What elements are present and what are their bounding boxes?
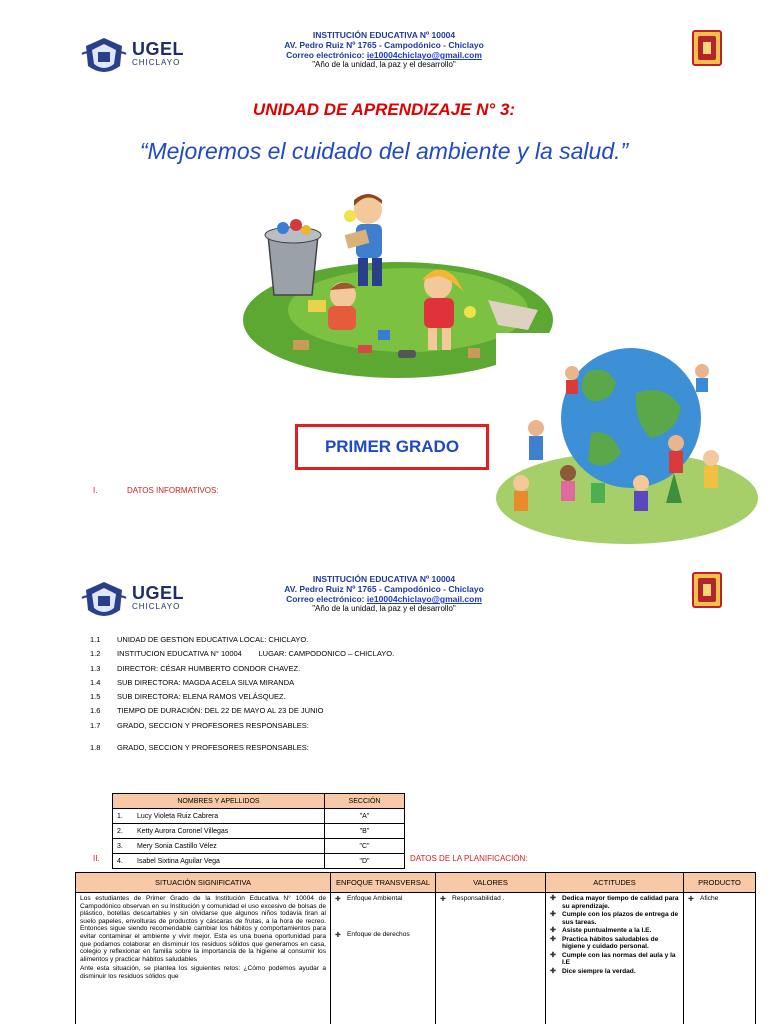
bullet-arrow-icon: ✚ (550, 935, 556, 943)
list-item: 1.6 TIEMPO DE DURACIÓN: DEL 22 DE MAYO AL 23 DE JUNIO (90, 706, 324, 716)
column-header-actitudes: ACTITUDES (546, 873, 684, 893)
year-motto: "Año de la unidad, la paz y el desarrollo" (312, 60, 456, 69)
list-item: 1.5 SUB DIRECTORA: ELENA RAMOS VELÁSQUEZ. (90, 692, 286, 702)
institution-address: AV. Pedro Ruiz Nº 1765 - Campodónico - Chiclayo (284, 584, 484, 594)
email-link[interactable]: ie10004chiclayo@gmail.com (366, 594, 482, 604)
section-planificacion-title: DATOS DE LA PLANIFICACIÓN: (410, 854, 528, 863)
situation-paragraph: Los estudiantes de Primer Grado de la Institución Educativa N° 10004 de Campodónico observan en su Institución y comunidad el uso excesivo de bolsas de plástico, botellas descartables y sin olvidarse que algunos niños todavía tiran al suelo papeles, envolturas de productos y cáscaras de frutas, a la hora de recreo. Entonces sigue siendo recomendable cambiar los hábitos y comportamientos para evitar contaminar el ambiente y vivir mejor. Esta es una buena oportunidad para que podamos colaborar en disminuir los residuos sólidos que generamos en casa, colegio y reflexionar en familia sobre la importancia de la higiene al consumir los alimentos y practicar hábitos saludables (80, 895, 326, 963)
email-link[interactable]: ie10004chiclayo@gmail.com (366, 50, 482, 60)
list-item: 1.7 GRADO, SECCION Y PROFESORES RESPONSABLES: (90, 720, 309, 730)
section-datos-informativos (93, 486, 219, 495)
list-item: ✚ Cumple con los plazos de entrega de sus tareas. (550, 911, 679, 926)
logo-text: UGEL (132, 583, 185, 603)
institution-email: Correo electrónico: ie10004chiclayo@gmail.com (286, 594, 482, 604)
column-header-section: SECCIÓN (325, 794, 405, 809)
list-item: 1.8 GRADO, SECCION Y PROFESORES RESPONSABLES: (90, 743, 309, 753)
column-header-enfoque: ENFOQUE TRANSVERSAL (331, 873, 436, 893)
planning-table (75, 872, 756, 1024)
grade-label: PRIMER GRADO (324, 437, 460, 456)
bullet-arrow-icon: ✚ (550, 927, 556, 934)
institution-name: INSTITUCIÓN EDUCATIVA Nº 10004 (312, 574, 456, 584)
list-item: ✚ Enfoque Ambiental (335, 895, 403, 903)
bullet-arrow-icon: ✚ (550, 967, 556, 975)
list-item: 1.2 INSTITUCION EDUCATIVA N° 10004 LUGAR: CAMPODONICO – CHICLAYO. (90, 649, 395, 659)
bullet-arrow-icon: ✚ (550, 895, 556, 902)
valores-cell (436, 893, 546, 1024)
list-item: 1.3 DIRECTOR: CÉSAR HUMBERTO CONDOR CHAVEZ. (90, 663, 301, 673)
producto-cell (684, 893, 756, 1024)
list-item: 1.4 SUB DIRECTORA: MAGDA ACELA SILVA MIRANDA (90, 677, 295, 687)
list-item: ✚ Cumple con las normas del aula y la I.E (550, 951, 676, 966)
list-item: ✚ Afiche (688, 895, 719, 903)
table-header-row (76, 873, 756, 893)
institution-email: Correo electrónico: ie10004chiclayo@gmail.com (286, 50, 482, 60)
list-item: ✚ Responsabilidad . (440, 895, 505, 903)
column-header-situation: SITUACIÓN SIGNIFICATIVA (76, 873, 331, 893)
unit-subtitle: “Mejoremos el cuidado del ambiente y la salud.” (139, 138, 629, 164)
table-header-row (113, 794, 405, 809)
column-header-producto: PRODUCTO (684, 873, 756, 893)
page-header-2 (0, 572, 768, 632)
column-header-name: NOMBRES Y APELLIDOS (113, 794, 325, 809)
list-item: 1.1 UNIDAD DE GESTION EDUCATIVA LOCAL: CHICLAYO. (90, 635, 309, 644)
table-row: 4. Isabel Sixtina Aguilar Vega "D" (113, 854, 405, 869)
institution-block (0, 574, 768, 614)
earth-kids-illustration (496, 333, 758, 545)
school-crest-icon (692, 30, 722, 66)
institution-block (0, 30, 768, 70)
logo-subtext: CHICLAYO (132, 602, 181, 611)
bullet-arrow-icon: ✚ (335, 932, 341, 939)
section-number: I. (93, 486, 98, 495)
table-row: 2. Ketty Aurora Coronel Villegas "B" (113, 824, 405, 839)
bullet-arrow-icon: ✚ (688, 896, 694, 903)
bullet-arrow-icon: ✚ (550, 951, 556, 959)
bullet-arrow-icon: ✚ (440, 896, 446, 903)
school-crest-icon (692, 572, 722, 608)
bullet-arrow-icon: ✚ (335, 896, 341, 903)
table-row: 1. Lucy Violeta Ruiz Cabrera "A" (113, 809, 405, 824)
institution-name: INSTITUCIÓN EDUCATIVA Nº 10004 (312, 30, 456, 40)
section-planificacion-number: II. (93, 854, 100, 863)
list-item: ✚ Dice siempre la verdad. (550, 967, 636, 975)
situation-paragraph: Ante esta situación, se plantea los siguientes retos: ¿Cómo podemos ayudar a disminuir los residuos sólidos que (80, 965, 326, 980)
table-row: 3. Mery Sonia Castillo Vélez "C" (113, 839, 405, 854)
logo-subtext: CHICLAYO (132, 58, 181, 67)
page-header (0, 28, 768, 88)
section-title: DATOS INFORMATIVOS: (127, 486, 219, 495)
unit-title: UNIDAD DE APRENDIZAJE N° 3: (252, 100, 516, 119)
logo-text: UGEL (132, 39, 185, 59)
grade-box (295, 424, 489, 470)
situation-cell (76, 893, 331, 1024)
professors-table (112, 793, 405, 869)
enfoque-cell (331, 893, 436, 1024)
actitudes-cell (546, 893, 684, 1024)
year-motto: "Año de la unidad, la paz y el desarrollo" (312, 604, 456, 613)
list-item: ✚ Dedica mayor tiempo de calidad para su aprendizaje. (550, 895, 679, 910)
datos-informativos-list (90, 633, 394, 755)
list-item: ✚ Enfoque de derechos (335, 931, 410, 939)
list-item: ✚ Asiste puntualmente a la I.E. (550, 927, 652, 934)
bullet-arrow-icon: ✚ (550, 911, 556, 918)
table-row (76, 893, 756, 1024)
list-item: ✚ Practica hábitos saludables de higiene y cuidado personal. (550, 935, 659, 950)
column-header-valores: VALORES (436, 873, 546, 893)
institution-address: AV. Pedro Ruiz Nº 1765 - Campodónico - Chiclayo (284, 40, 484, 50)
